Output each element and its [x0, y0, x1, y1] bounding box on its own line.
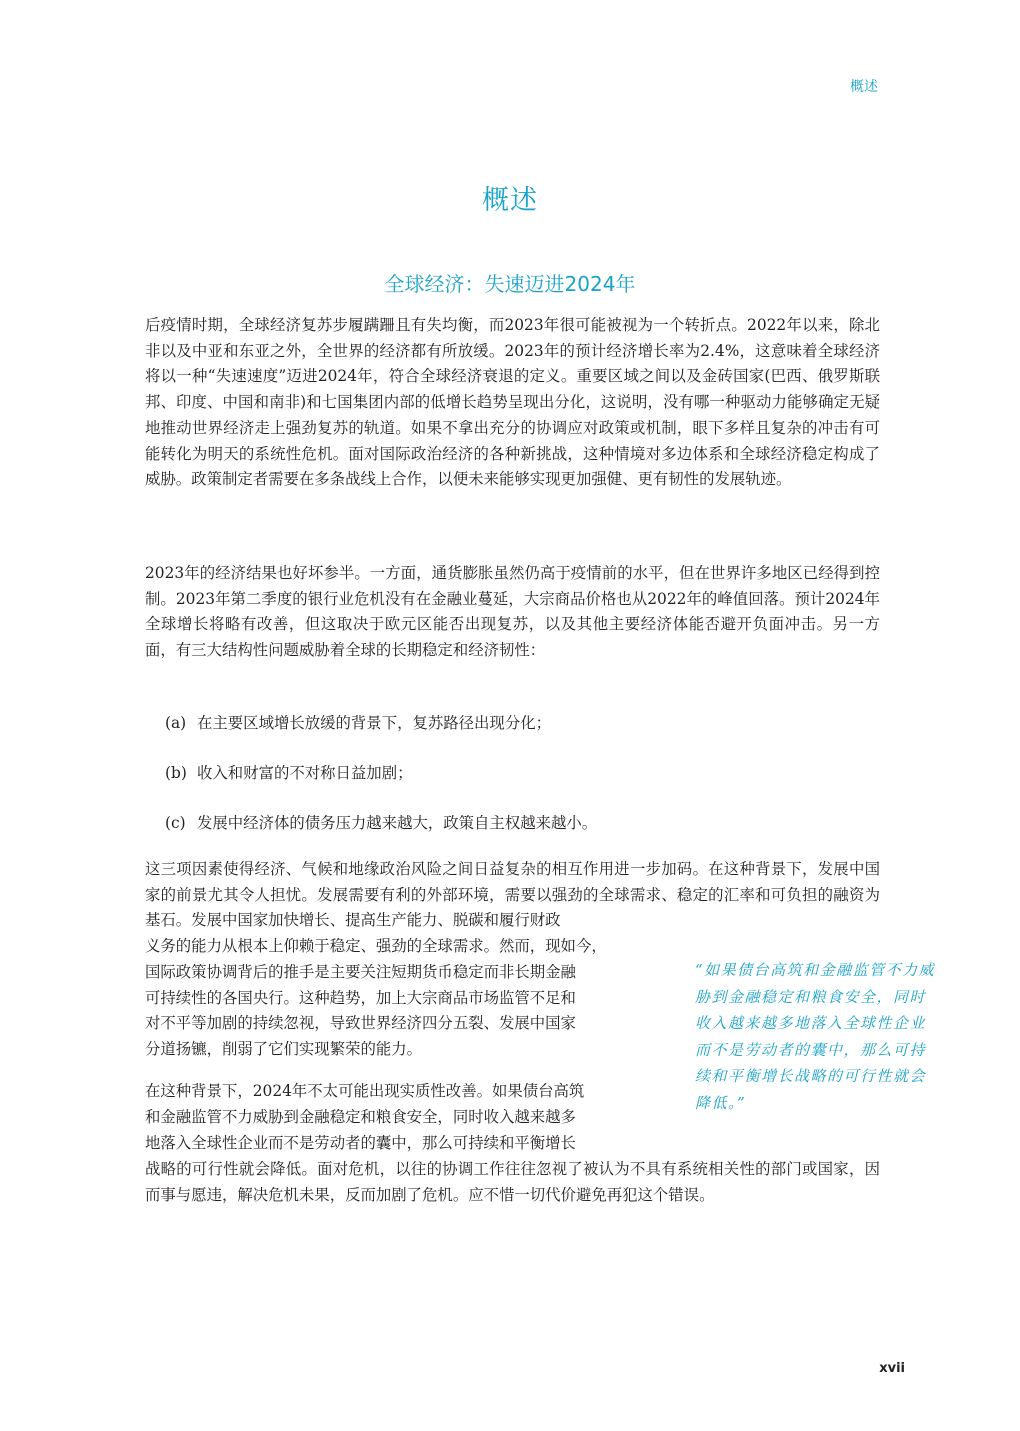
body-line: 国际政策协调背后的推手是主要关注短期货币稳定而非长期金融: [145, 963, 576, 981]
body-line: 可持续性的各国央行。这种趋势，加上大宗商品市场监管不足和: [145, 989, 576, 1007]
running-header: 概述: [850, 79, 878, 95]
list-item-text: 收入和财富的不对称日益加剧；: [197, 764, 413, 782]
page-title: 概述: [482, 185, 538, 216]
list-marker: (a): [165, 714, 187, 732]
body-line: 对不平等加剧的持续忽视，导致世界经济四分五裂、发展中国家: [145, 1014, 576, 1032]
body-paragraph-4-rest: 战略的可行性就会降低。面对危机，以往的协调工作往往忽视了被认为不具有系统相关性的部门或国家，因而事与愿违，解决危机未果，反而加剧了危机。应不惜一切代价避免再犯这个错误。: [145, 1160, 880, 1204]
list-item-text: 在主要区域增长放缓的背景下，复苏路径出现分化；: [197, 714, 551, 732]
body-paragraph-3: 这三项因素使得经济、气候和地缘政治风险之间日益复杂的相互作用进一步加码。在这种背景下，发展中国家的前景尤其令人担忧。发展需要有利的外部环境，需要以强劲的全球需求、稳定的汇率和可负担的融资为基石。发展中国家加快增长、提高生产能力、脱碳和履行财政: [145, 860, 880, 930]
list-marker: (b): [165, 764, 187, 782]
body-line: 分道扬镳，削弱了它们实现繁荣的能力。: [145, 1040, 423, 1058]
list-item: [165, 761, 412, 786]
section-title: 全球经济：失速迈进2024年: [384, 272, 636, 296]
list-item: [165, 711, 551, 736]
body-paragraph-1: 后疫情时期，全球经济复苏步履蹒跚且有失均衡，而2023年很可能被视为一个转折点。2022年以来，除北非以及中亚和东亚之外，全世界的经济都有所放缓。2023年的预计经济增长率为2.4%，这意味着全球经济将以一种“失速速度”迈进2024年，符合全球经济衰退的定义。重要区域之间以及金砖国家(巴西、俄罗斯联邦、印度、中国和南非)和七国集团内部的低增长趋势呈现出分化，这说明，没有哪一种驱动力能够确定无疑地推动世界经济走上强劲复苏的轨道。如果不拿出充分的协调应对政策或机制，眼下多样且复杂的冲击有可能转化为明天的系统性危机。面对国际政治经济的各种新挑战，这种情境对多边体系和全球经济稳定构成了威胁。政策制定者需要在多条战线上合作，以便未来能够实现更加强健、更有韧性的发展轨迹。: [145, 316, 880, 489]
pull-quote: “如果债台高筑和金融监管不力威胁到金融稳定和粮食安全，同时收入越来越多地落入全球性企业而不是劳动者的囊中，那么可持续和平衡增长战略的可行性就会降低。”: [695, 961, 936, 1112]
list-marker: (c): [165, 814, 186, 832]
body-line: 义务的能力从根本上仰赖于稳定、强劲的全球需求。然而，现如今，: [145, 937, 607, 955]
body-paragraph-2: 2023年的经济结果也好坏参半。一方面，通货膨胀虽然仍高于疫情前的水平，但在世界许多地区已经得到控制。2023年第二季度的银行业危机没有在金融业蔓延，大宗商品价格也从2022年的峰值回落。预计2024年全球增长将略有改善，但这取决于欧元区能否出现复苏，以及其他主要经济体能否避开负面冲击。另一方面，有三大结构性问题威胁着全球的长期稳定和经济韧性：: [145, 564, 880, 660]
list-item: [165, 811, 597, 836]
page-number: xvii: [879, 1361, 905, 1376]
list-item-text: 发展中经济体的债务压力越来越大，政策自主权越来越小。: [197, 814, 598, 832]
body-line: 在这种背景下，2024年不太可能出现实质性改善。如果债台高筑: [145, 1082, 585, 1100]
body-line: 和金融监管不力威胁到金融稳定和粮食安全，同时收入越来越多: [145, 1108, 576, 1126]
body-line: 地落入全球性企业而不是劳动者的囊中，那么可持续和平衡增长: [145, 1134, 576, 1152]
